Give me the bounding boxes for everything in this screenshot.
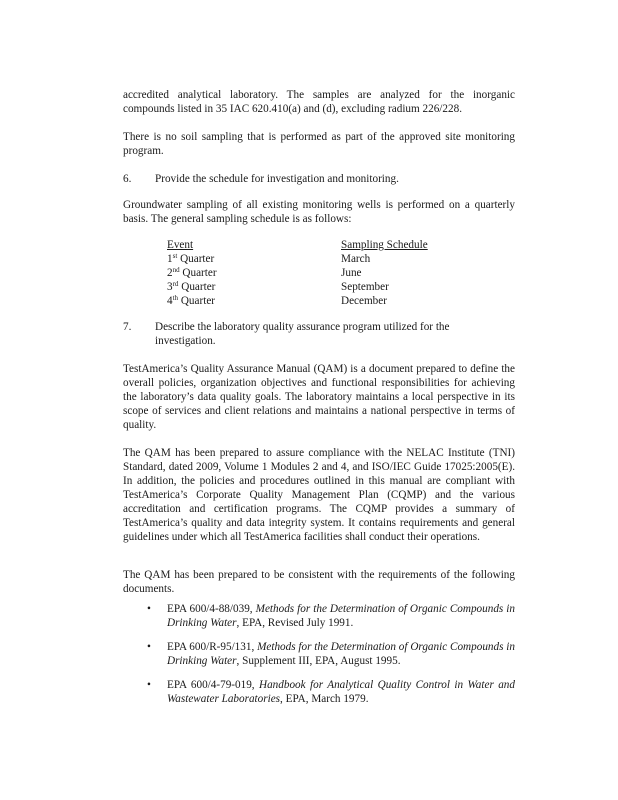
schedule-header-sampling: Sampling Schedule xyxy=(341,239,428,251)
schedule-event-label: Quarter xyxy=(179,267,217,279)
intro-paragraph-2: There is no soil sampling that is performed as part of the approved site monitoring program. xyxy=(123,131,515,157)
reference-code: EPA 600/4-88/039, xyxy=(167,603,256,615)
item-7-number: 7. xyxy=(123,321,132,333)
reference-title: Handbook for Analytical Quality Control in Water and Wastewater Laboratories xyxy=(167,679,515,705)
bullet-icon: • xyxy=(147,679,151,691)
schedule-event-num: 1 xyxy=(167,253,173,265)
qam-paragraph-2: The QAM has been prepared to assure compliance with the NELAC Institute (TNI) Standard, dated 2009, Volume 1 Modules 2 and 4, and ISO/IEC Guide 17025:2005(E). In addition, the policies and procedures outlined in this manual are compliant with TestAmerica’s Corporate Quality Management Plan (CQMP) and the various accreditation and certification programs. The CQMP provides a summary of TestAmerica’s quality and data integrity system. It contains requirements and general guidelines under which all TestAmerica facilities shall conduct their operations. xyxy=(123,447,515,543)
schedule-event-num: 4 xyxy=(167,295,173,307)
reference-code: EPA 600/4-79-019, xyxy=(167,679,259,691)
schedule-row xyxy=(167,280,467,294)
reference-item xyxy=(147,678,515,706)
schedule-event-num: 2 xyxy=(167,267,173,279)
schedule-event-suffix: rd xyxy=(172,280,179,288)
bullet-icon: • xyxy=(147,641,151,653)
schedule-header-event: Event xyxy=(167,239,194,251)
schedule-month: December xyxy=(341,295,387,307)
qam-paragraph-3: The QAM has been prepared to be consistent with the requirements of the following documents. xyxy=(123,569,515,595)
schedule-event-label: Quarter xyxy=(178,295,216,307)
item-6-text: Provide the schedule for investigation and monitoring. xyxy=(155,173,399,185)
item-7-text: Describe the laboratory quality assurance program utilized for the investigation. xyxy=(155,321,450,347)
schedule-event-num: 3 xyxy=(167,281,173,293)
schedule-event-suffix: nd xyxy=(172,266,180,274)
reference-code: EPA 600/R-95/131, xyxy=(167,641,258,653)
qam-paragraph-1: TestAmerica’s Quality Assurance Manual (QAM) is a document prepared to define the overall policies, organization objectives and functional responsibilities for achieving the laboratory’s data quality goals. The laboratory maintains a local perspective in its scope of services and client relations and maintains a national perspective in terms of quality. xyxy=(123,363,515,431)
reference-title: Methods for the Determination of Organic Compounds in Drinking Water xyxy=(167,641,515,667)
schedule-event-suffix: st xyxy=(172,252,178,260)
reference-item xyxy=(147,640,515,668)
reference-list xyxy=(147,602,515,716)
bullet-icon: • xyxy=(147,603,151,615)
reference-rest: , Supplement III, EPA, August 1995. xyxy=(236,655,401,667)
groundwater-paragraph: Groundwater sampling of all existing monitoring wells is performed on a quarterly basis. The general sampling schedule is as follows: xyxy=(123,199,515,225)
schedule-row xyxy=(167,266,467,280)
sampling-schedule-table xyxy=(167,238,467,308)
item-6 xyxy=(123,172,515,186)
reference-rest: , EPA, Revised July 1991. xyxy=(236,617,354,629)
schedule-month: March xyxy=(341,253,371,265)
schedule-event-suffix: th xyxy=(172,294,179,302)
reference-item xyxy=(147,602,515,630)
schedule-event-label: Quarter xyxy=(178,281,216,293)
item-7 xyxy=(123,320,515,348)
item-6-number: 6. xyxy=(123,173,132,185)
schedule-month: June xyxy=(341,267,362,279)
reference-rest: , EPA, March 1979. xyxy=(280,693,369,705)
schedule-event-label: Quarter xyxy=(177,253,215,265)
schedule-header-row xyxy=(167,238,467,252)
intro-paragraph-1: accredited analytical laboratory. The samples are analyzed for the inorganic compounds listed in 35 IAC 620.410(a) and (d), excluding radium 226/228. xyxy=(123,89,515,115)
schedule-row xyxy=(167,252,467,266)
schedule-month: September xyxy=(341,281,389,293)
schedule-row xyxy=(167,294,467,308)
reference-title: Methods for the Determination of Organic Compounds in Drinking Water xyxy=(167,603,515,629)
